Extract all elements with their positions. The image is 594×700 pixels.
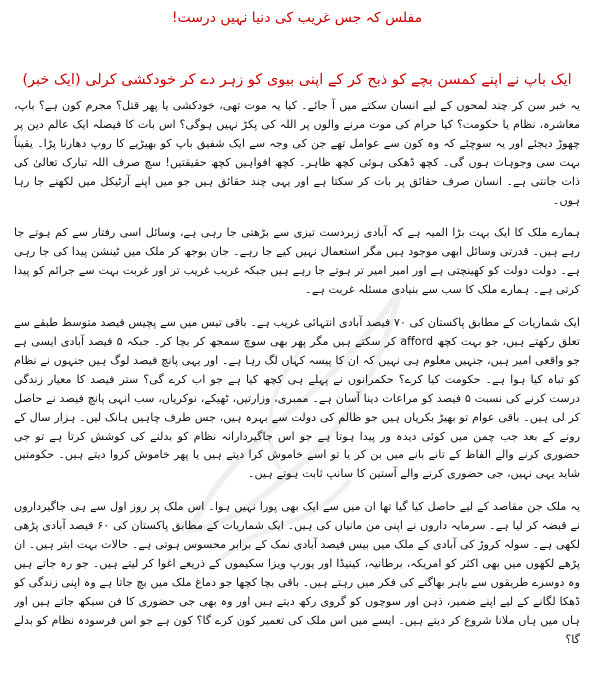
article-title: مفلس کہ جس غریب کی دنیا نہیں درست!: [171, 10, 423, 26]
paragraph-1: یہ خبر سن کر چند لمحوں کے لیے انسان سکتے میں آ جائے۔ کیا یہ موت تھی، خودکشی یا پھر قتل؟ مجرم کون ہے؟ باپ، معاشرہ، نظام یا حکومت؟ کیا حرام کی موت مرنے والوں پر اللہ کی پکڑ نہیں ہوگی؟ اس بات کا فیصلہ ایک عالم دین پر چھوڑ دیجئے اور یہ سوچئے کہ وہ کون سے عوامل تھے جن کی وجہ سے ایک شفیق باپ کو بھیڑیے کا روپ دھارنا پڑا۔ یقیناً بہت سی وجوہات ہوں گی۔ کچھ ڈھکی ہوئی کچھ ظاہر۔ کچھ افواہیں کچھ حقیقتیں! سچ صرف اللہ تبارک تعالیٰ کی ذات جانتی ہے۔ انسان صرف حقائق پر بات کر سکتا ہے اور یہی چند حقائق ہیں جو میں اپنے آرٹیکل میں لکھنے جا رہا ہوں۔: [14, 99, 580, 207]
article-body: [14, 97, 580, 693]
article-headline: ایک باپ نے اپنے کمسن بچے کو ذبح کر کے اپنی بیوی کو زہر دے کر خودکشی کرلی (ایک خبر): [22, 72, 572, 88]
paragraph-2: ہمارے ملک کا ایک بہت بڑا المیہ ہے کہ آبادی زبردست تیزی سے بڑھتی جا رہی ہے، وسائل اسی رفتار سے کم ہوتے جا رہے ہیں۔ قدرتی وسائل ابھی موجود ہیں مگر استعمال نہیں کیے جا رہے۔ جان بوجھ کر ملک میں ٹینشن پیدا کی جا رہی ہے۔ دولت دولت کو کھینچتی ہے اور امیر امیر تر ہوتے جا رہے ہیں جبکہ غریب غریب تر اور غربت بہت سے جرائم کو پیدا کرتی ہے۔ ہمارے ملک کا سب سے بنیادی مسئلہ غربت ہے۔: [14, 226, 580, 297]
paragraph-4: یہ ملک جن مقاصد کے لیے حاصل کیا گیا تھا ان میں سے ایک بھی پورا نہیں ہوا۔ اس ملک پر روز اول سے ہی جاگیرداروں نے قبضہ کر لیا ہے۔ سرمایہ داروں نے اپنی من مانیاں کی ہیں۔ ایک شماریات کے مطابق پاکستان کی ۶۰ فیصد آبادی پڑھی لکھی ہے۔ سولہ کروڑ کی آبادی کے ملک میں بیس فیصد آبادی نمک کے برابر محسوس ہوتی ہے۔ حالات بہت ابتر ہیں۔ ان پڑھے لکھوں میں بھی اکثر کو امریکہ، برطانیہ، کینیڈا اور یورپ ویزا سکیموں کے ذریعے اغوا کر لیتے ہیں۔ جو رہ جاتے ہیں وہ دوسرے طریقوں سے باہر بھاگنے کی فکر میں رہتے ہیں۔ باقی بچا کچھا جو دماغ ملک میں بچ جاتا ہے وہ اپنی زندگی کو ڈھکا لگانے کے لیے اپنے ضمیر، ذہن اور سوچوں کو گروی رکھ دیتے ہیں اور وہ بھی جی حضوری کا فن سیکھ جاتے ہیں اور ہاں میں ہاں ملانا شروع کر دیتے ہیں۔ ایسے میں اس ملک کی تعمیر کون کرے گا؟ کون ہے جو اس فرسودہ نظام کو بدلے گا؟: [14, 500, 580, 646]
paragraph-3: ایک شماریات کے مطابق پاکستان کی ۷۰ فیصد آبادی انتہائی غریب ہے۔ باقی تیس میں سے پچیس فیصد متوسط طبقے سے تعلق رکھتے ہیں، جو بہت کچھ afford کر سکتے ہیں مگر پھر بھی سوچ سمجھ کر بچا کر۔ جبکہ ۵ فیصد آبادی ایسی ہے جو واقعی امیر ہیں، جنہیں معلوم ہی نہیں کہ ان کا پیسہ کہاں لگ رہا ہے۔ اور یہی پانچ فیصد لوگ ہیں جنہوں نے نظام کو تباہ کیا ہوا ہے۔ حکومت کیا کرے؟ حکمرانوں نے پہلے ہی کچھ کیا ہے جو اب کرے گی؟ ستر فیصد کا معیار زندگی درست کرنے کی نسبت ۵ فیصد کو مراعات دینا آسان ہے۔ ممبری، وزارتیں، ٹھیکے، نوکریاں، سب انہی پانچ فیصد نے حاصل کر لی ہیں۔ باقی عوام تو بھیڑ بکریاں ہیں جو ظالم کی دولت سے بہرہ ہیں، جس طرف چاہیں ہانک لیں۔ ہزار سال کے رونے کے بعد جب چمن میں کوئی دیدہ ور پیدا ہوتا ہے جو اس جاگیردارانہ نظام کو بدلنے کی کوشش کرتا ہے تو جی حضوری کرنے والے الفاظ کے تانے بانے میں بن کر یا تو اسے خاموش کرا دیتے ہیں یا پھر خاموش کروا دیتے ہیں۔ حکومتیں شاید یہی نہیں، جی حضوری کرنے والے آستین کا سانپ ثابت ہوتے ہیں۔: [14, 316, 580, 481]
